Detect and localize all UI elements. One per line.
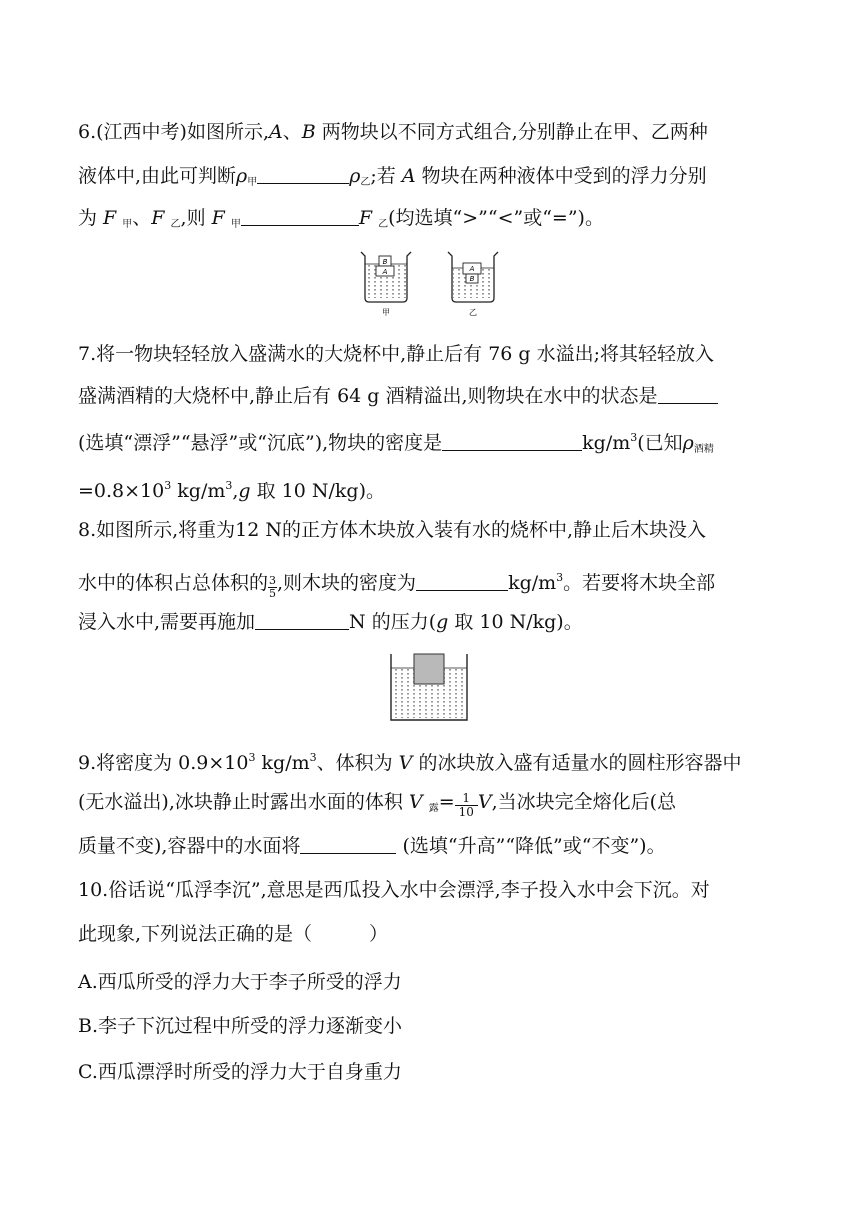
q10-line-2: 此现象,下列说法正确的是（ ） [78,923,389,945]
q7-line-1: 7.将一物块轻轻放入盛满水的大烧杯中,静止后有 76 g 水溢出;将其轻轻放入 [78,343,715,365]
wood-cube [414,654,444,684]
svg-text:A: A [469,265,475,273]
svg-text:A: A [382,268,388,276]
q10-option-b[interactable]: B.李子下沉过程中所受的浮力逐渐变小 [78,1015,403,1037]
q9-line-3: 质量不变),容器中的水面将 (选填“升高”“降低”或“不变”)。 [78,835,666,857]
q8-line-2: 水中的体积占总体积的 $\frac{3}{5}$ ,则木块的密度为 $kg/m^3$。若要将木块全部 [78,571,716,600]
q6-line-1: 6.(江西中考)如图所示,A、B 两物块以不同方式组合,分别静止在甲、乙两种 [78,121,708,143]
q6-line-3: 为 F $_甲$、F $_乙$,则 F $_甲$ F $_乙$(均选填“>”“<”或“=”)。 [78,207,604,230]
q7-line-4: $=0.8\times 10^3$ $kg/m^3,g$ 取 10 N/kg)。 [78,479,386,502]
q9-line-2: (无水溢出),冰块静止时露出水面的体积 V $_露$= $\frac{1}{10}$ V,当冰块完全熔化后(总 [78,791,677,819]
label-yi: 乙 [469,308,477,317]
svg-text:B: B [382,258,388,266]
q9-blank-1[interactable] [300,833,396,854]
q8-fraction: $\frac{3}{5}$ [269,574,277,600]
q8-line-1: 8.如图所示,将重为12 N的正方体木块放入装有水的烧杯中,静止后木块没入 [78,519,707,541]
svg-text:B: B [469,275,475,283]
q8-blank-1[interactable] [416,570,508,591]
q10-line-1: 10.俗话说“瓜浮李沉”,意思是西瓜投入水中会漂浮,李子投入水中会下沉。对 [78,879,710,901]
q7-blank-1[interactable] [658,383,718,404]
label-jia: 甲 [382,308,390,317]
q6-blank-2[interactable] [241,205,359,226]
q7-blank-2[interactable] [442,430,582,451]
q8-blank-2[interactable] [255,609,349,630]
q10-option-a[interactable]: A.西瓜所受的浮力大于李子所受的浮力 [78,971,402,993]
q6-blank-1[interactable] [257,163,349,184]
q8-beaker-figure [388,648,470,724]
q8-line-3: 浸入水中,需要再施加 N 的压力(g 取 10 N/kg)。 [78,611,583,633]
q6-beaker-figure [355,244,505,318]
q10-option-c[interactable]: C.西瓜漂浮时所受的浮力大于自身重力 [78,1061,402,1083]
q7-line-3: (选填“漂浮”“悬浮”或“沉底”),物块的密度是 $kg/m^3$(已知$\rho_{酒精}$ [78,431,714,455]
beaker-jia [361,252,411,317]
q6-line-2: 液体中,由此可判断$\rho_甲$ $\rho_乙$;若 A 物块在两种液体中受到的浮力分别 [78,165,707,188]
q9-line-1: 9.将密度为 $0.9\times 10^3$ $kg/m^3$、体积为 V 的冰块放入盛有适量水的圆柱形容器中 [78,751,742,774]
beaker-yi [448,252,498,317]
q7-line-2: 盛满酒精的大烧杯中,静止后有 64 g 酒精溢出,则物块在水中的状态是 [78,382,718,410]
q9-fraction: $\frac{1}{10}$ [455,792,478,819]
